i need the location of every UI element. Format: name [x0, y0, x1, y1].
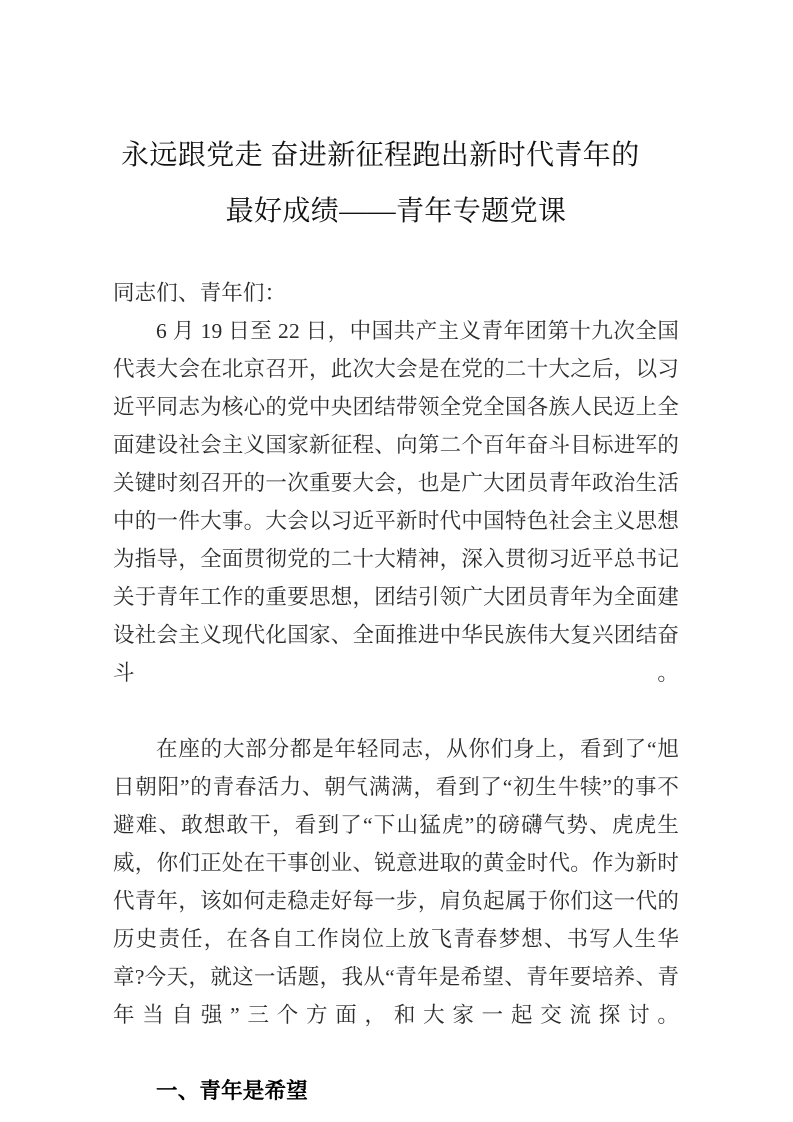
section-heading-1: 一、青年是希望	[156, 1079, 308, 1103]
document-body	[113, 274, 679, 1110]
body-paragraph-1: 6 月 19 日至 22 日，中国共产主义青年团第十九次全国代表大会在北京召开，此次大会是在党的二十大之后，以习近平同志为核心的党中央团结带领全党全国各族人民迈上全面建设社会主义国家新征程、向第二个百年奋斗目标进军的关键时刻召开的一次重要大会，也是广大团员青年政治生活中的一件大事。大会以习近平新时代中国特色社会主义思想为指导，全面贯彻党的二十大精神，深入贯彻习近平总书记关于青年工作的重要思想，团结引领广大团员青年为全面建设社会主义现代化国家、全面推进中华民族伟大复兴团结奋斗。	[113, 319, 679, 685]
document-content-area	[113, 0, 679, 1110]
document-title	[113, 0, 679, 240]
document-title-line-2: 最好成绩——青年专题党课	[225, 196, 567, 227]
body-paragraph-2: 在座的大部分都是年轻同志，从你们身上，看到了“旭日朝阳”的青春活力、朝气满满，看到了“初生牛犊”的事不避难、敢想敢干，看到了“下山猛虎”的磅礴气势、虎虎生威，你们正处在干事创业、锐意进取的黄金时代。作为新时代青年，该如何走稳走好每一步，肩负起属于你们这一代的历史责任，在各自工作岗位上放飞青春梦想、书写人生华章?今天，就这一话题，我从“青年是希望、青年要培养、青年当自强”三个方面，和大家一起交流探讨。	[113, 737, 679, 1027]
document-title-line-1: 永远跟党走 奋进新征程跑出新时代青年的	[121, 140, 640, 171]
salutation-line: 同志们、青年们：	[113, 281, 287, 305]
